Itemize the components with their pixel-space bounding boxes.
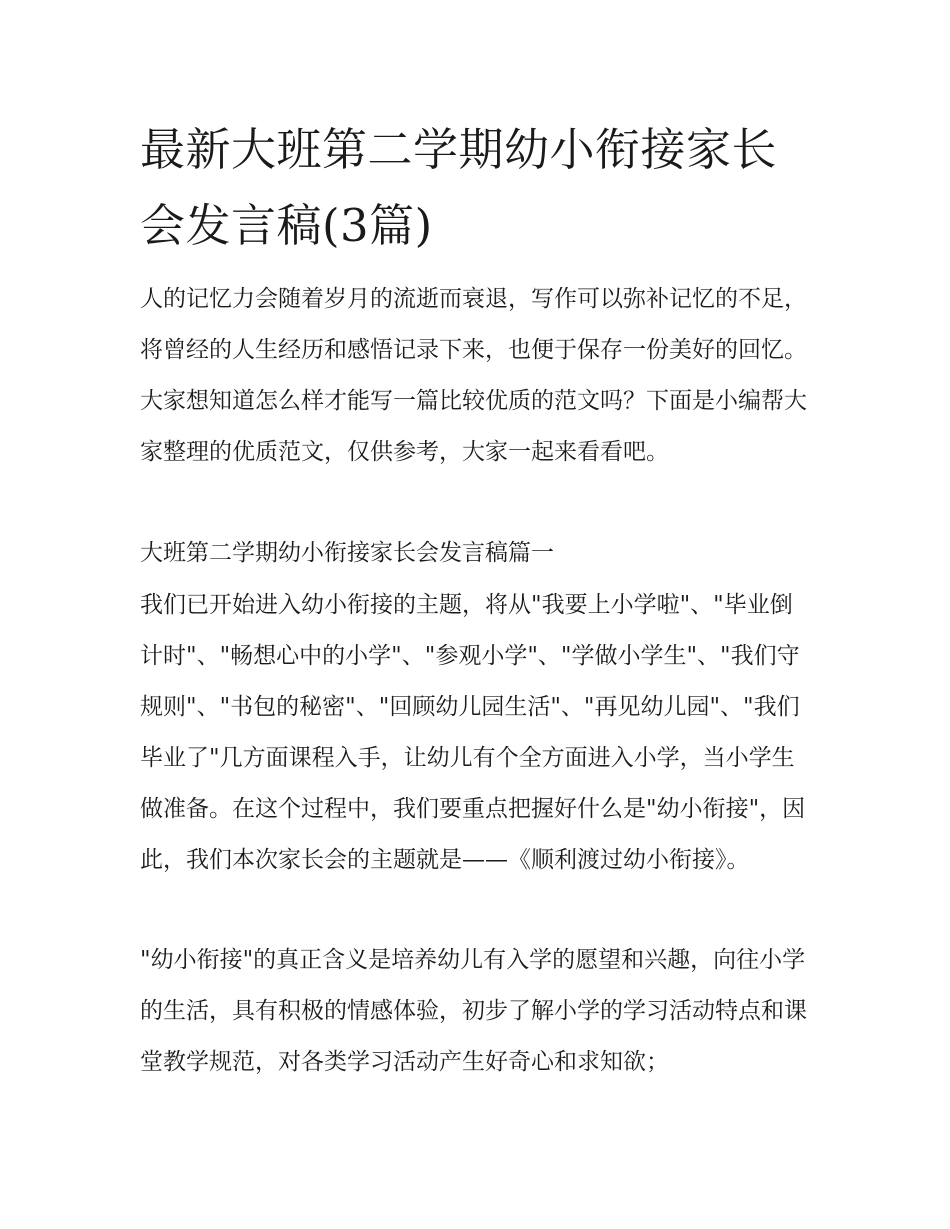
- intro-paragraph: 人的记忆力会随着岁月的流逝而衰退，写作可以弥补记忆的不足，将曾经的人生经历和感悟记录下来，也便于保存一份美好的回忆。大家想知道怎么样才能写一篇比较优质的范文吗？下面是小编帮大家整理的优质范文，仅供参考，大家一起来看看吧。: [140, 286, 807, 465]
- body-paragraph-1: 我们已开始进入幼小衔接的主题，将从"我要上小学啦"、"毕业倒计时"、"畅想心中的小学"、"参观小学"、"学做小学生"、"我们守规则"、"书包的秘密"、"回顾幼儿园生活"、"再见幼儿园"、"我们毕业了"几方面课程入手，让幼儿有个全方面进入小学，当小学生做准备。在这个过程中，我们要重点把握好什么是"幼小衔接"，因此，我们本次家长会的主题就是——《顺利渡过幼小衔接》。: [140, 592, 806, 873]
- body-paragraph-2: "幼小衔接"的真正含义是培养幼儿有入学的愿望和兴趣，向往小学的生活，具有积极的情感体验，初步了解小学的学习活动特点和课堂教学规范，对各类学习活动产生好奇心和求知欲；: [140, 947, 807, 1075]
- document-title: 最新大班第二学期幼小衔接家长会发言稿(3篇): [140, 123, 778, 252]
- section-heading: 大班第二学期幼小衔接家长会发言稿篇一: [140, 540, 554, 566]
